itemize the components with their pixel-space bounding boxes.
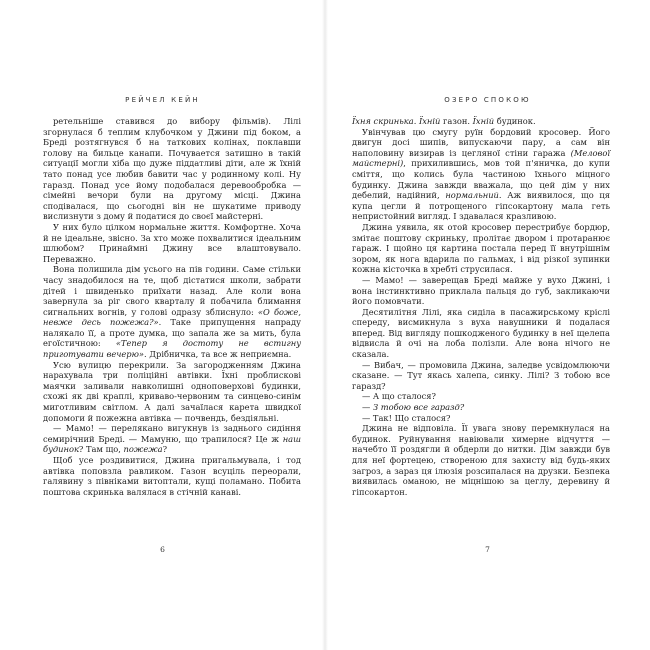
italic-text-run: «О боже, невже десь пожежа?» xyxy=(43,306,301,328)
page-number-right: 7 xyxy=(485,545,490,554)
text-run: Щоб усе роздивитися, Джина пригальмувала, і тод автівка поповзла равликом. Газон всуціль переорали, галявину з півнiками витоптали, кущі поламано. Побита поштова скринька валялася в стічній канаві. xyxy=(43,455,301,497)
italic-text-run: пожежа xyxy=(123,444,163,455)
text-run: . Таке припущення напраду налякало її, а проте думка, що запала же за мить, була егоїстичною: xyxy=(43,317,301,349)
paragraph xyxy=(352,307,610,360)
paragraph xyxy=(43,423,301,455)
text-run: — Мамо! — заверещав Бреді майже у вухо Джині, і вона інстинктивно приклала пальця до губ, закликаючи його помовчати. xyxy=(352,274,610,307)
text-run: — xyxy=(362,402,373,413)
paragraph xyxy=(352,116,610,127)
italic-text-run: нормальний xyxy=(445,190,499,201)
left-page-text xyxy=(43,116,301,497)
page-number-left: 6 xyxy=(160,545,165,554)
text-run: газон. xyxy=(440,116,473,126)
paragraph xyxy=(352,275,610,307)
text-run: — Так! Що сталося? xyxy=(362,412,451,423)
paragraph xyxy=(43,264,301,359)
italic-text-run: Їхній xyxy=(472,116,495,126)
paragraph xyxy=(352,413,610,424)
paragraph xyxy=(43,360,301,424)
text-run: . Дрібничка, та все ж неприємна. xyxy=(144,349,292,360)
paragraph xyxy=(43,222,301,264)
italic-text-run: Їхня скринька. Їхній xyxy=(352,116,441,126)
text-run: ретельніше ставився до вибору фільмів). Лілі згорнулася б теплим клубочком у Джини під боком, а Бреді розтягнувся б на таткових колінах, поклавши голову на бильце канапи. Почувается затишно в такій ситуації могли хіба що дуже піддатливі діти, але ж їхній тато понад усе любив бавити час у родинному колі. Ну гаразд. Понад усе йому подобалася деревообробка — сімейні вечори були на другому місці. Джина сподівалася, що сьогодні він не шукатиме приводу вислизнути з дому й податися до своєї майстерні. xyxy=(43,116,301,222)
running-header-title: ОЗЕРО СПОКОЮ xyxy=(444,96,531,104)
running-header-author: РЕЙЧЕЛ КЕЙН xyxy=(125,96,200,104)
text-run: Усю вулицю перекрили. За загородженням Джина нарахувала три поліційні автівки. Їхні проблискові маячки заливали навколишні одноповерхові будинки, схожі як дві краплі, криваво-червоним та синцево-синім миготливим світлом. А далі зачаїлася карета швидкої допомоги й пожежна автівка — почвендь, бездіяльні. xyxy=(43,359,301,423)
italic-text-run: наш будинок xyxy=(43,433,301,455)
paragraph xyxy=(352,391,610,402)
paragraph xyxy=(352,360,610,392)
text-run: — Вибач, — промовила Джина, заледве усвідомлюючи сказане. — Тут якась халепа, синку. Лілі? З тобою все гаразд? xyxy=(352,359,610,391)
italic-text-run: (Мелової майстерні) xyxy=(352,147,610,169)
text-run: . Аж виявилося, що ця купа цегли й потрощеного гіпсокартону мала геть непристойний вигляд. І здавалася кразливою. xyxy=(352,190,610,222)
italic-text-run: З тобою все гаразд? xyxy=(372,402,465,413)
text-run: ? Там що, xyxy=(78,444,124,455)
text-run: , прихилившись, мов той п'яничка, до купи сміття, що колись була частиною їхнього міцного будинку. Джина завжди вважала, що цей дім у них дебелий, надійний, xyxy=(352,158,610,201)
text-run: У них було цілком нормальне життя. Комфортне. Хоча й не ідеальне, звісно. За хто може похвалитися ідеальним шлюбом? Принаймні Джину все влаштовувало. Переважно. xyxy=(43,221,301,264)
italic-text-run: «Тепер я достоту не встигну приготувати вечерю» xyxy=(43,338,302,360)
text-run: Джина уявила, як отой кросовер перестрибує бордюр, змітає поштову скриньку, пролітає двором і протаранює гараж. І щойно ця картина постала перед її внутрішнім зором, як нога вдарила по гальмах, і від різкої зупинки кожна кісточка в хребті струсилася. xyxy=(352,221,610,275)
text-run: Джина не відповіла. Її увага знову перемкнулася на будинок. Руйнування навіювали химерне відчуття — начебто її роздягли й обдерли до нитки. Дім завжди був для неї фортецею, створеною для захисту від будь-яких загроз, а зараз ця ілюзія розсипалася на друзки. Безпека виявилась оманою, не міцнішою за цеглу, деревину й гіпсокартон. xyxy=(352,423,610,497)
text-run: — А що сталося? xyxy=(362,391,436,402)
paragraph xyxy=(43,116,301,222)
right-page xyxy=(325,0,650,650)
paragraph xyxy=(352,127,610,222)
paragraph xyxy=(352,222,610,275)
text-run: Вона полишила дім усього на пів години. Саме стільки часу знадобилося на те, щоб дістатися школи, забрати дітей і швиденько приїхати назад. Але коли вона завернула за ріг свого кварталу й побачила блимання сигнальних вогнів, у голові одразу зблиснуло: xyxy=(43,264,301,317)
text-run: — Мамо! — перелякано вигукнув із заднього сидіння семирічний Бреді. — Мамуню, що трапилося? Це ж xyxy=(43,423,301,444)
text-run: ? xyxy=(162,444,168,455)
paragraph xyxy=(352,423,610,497)
text-run: будинок. xyxy=(494,116,536,126)
paragraph xyxy=(43,455,301,497)
text-run: Увінчував цю смугу руїн бордовий кросовер. Його двигун досі шипів, випускаючи пару, а сам він наполовину визирав із цегляної стіни гаража xyxy=(352,126,610,158)
paragraph xyxy=(352,402,610,413)
text-run: Десятилітня Лілі, яка сиділа в пасажирському кріслі спереду, висмикнула з вуха навушники й подалася вперед. Від вигляду пошкодженого будинку в неї щелепа відвисла й очі на лоба полізли. Але вона нічого не сказала. xyxy=(352,306,610,360)
right-page-text xyxy=(352,116,610,497)
